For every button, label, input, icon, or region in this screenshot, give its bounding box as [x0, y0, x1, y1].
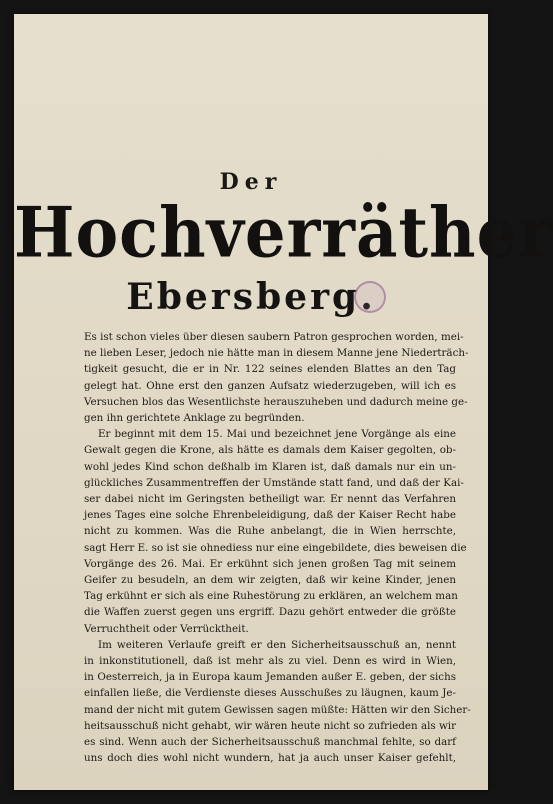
title-article: Der: [219, 169, 283, 195]
title-name: Ebersberg.: [126, 276, 376, 318]
paragraph-2: [84, 426, 467, 637]
text-line: heitsausschuß nicht gehabt, wir wären heute nicht so zufrieden als wir: [84, 719, 456, 732]
paragraph-3: [84, 637, 471, 767]
text-line: Vorgänge des 26. Mai. Er erkühnt sich jenen großen Tag mit seinem: [84, 557, 456, 570]
text-line: glückliches Zusammentreffen der Umstände statt fand, und daß der Kai-: [84, 476, 464, 489]
text-line: mand der nicht mit gutem Gewissen sagen müßte: Hätten wir den Sicher-: [84, 703, 471, 716]
text-line: gen ihn gerichtete Anklage zu begründen.: [84, 412, 305, 425]
paragraph-1: [84, 329, 469, 426]
text-line: jenes Tages eine solche Ehrenbeleidigung, daß der Kaiser Recht habe: [84, 509, 456, 522]
text-line: sagt Herr E. so ist sie ohnediess nur eine eingebildete, dies beweisen die: [84, 541, 467, 554]
text-line: die Waffen zuerst gegen uns ergriff. Dazu gehört entweder die größte: [84, 606, 456, 619]
text-line: Geifer zu besudeln, an dem wir zeigten, daß wir keine Kinder, jenen: [84, 574, 456, 587]
text-line: Im weiteren Verlaufe greift er den Sicherheitsausschuß an, nennt: [98, 638, 456, 651]
text-line: es sind. Wenn auch der Sicherheitsausschuß manchmal fehlte, so darf: [84, 736, 456, 749]
text-line: nicht zu kommen. Was die Ruhe anbelangt, die in Wien herrschte,: [84, 525, 456, 538]
library-stamp: [354, 281, 386, 313]
text-line: ser dabei nicht im Geringsten betheiligt war. Er nennt das Verfahren: [84, 493, 456, 506]
text-line: uns doch dies wohl nicht wundern, hat ja auch unser Kaiser gefehlt,: [84, 752, 456, 765]
text-line: Gewalt gegen die Krone, als hätte es damals dem Kaiser gegolten, ob-: [84, 444, 456, 457]
text-line: in inkonstitutionell, daß ist mehr als zu viel. Denn es wird in Wien,: [84, 655, 456, 668]
title-main: Hochverräther: [14, 193, 553, 274]
text-line: einfallen ließe, die Verdienste dieses Ausschußes zu läugnen, kaum Je-: [84, 687, 456, 700]
text-line: Er beginnt mit dem 15. Mai und bezeichnet jene Vorgänge als eine: [98, 428, 456, 441]
article-body: [84, 329, 471, 766]
text-line: Verruchtheit oder Verrücktheit.: [84, 622, 249, 635]
text-line: Versuchen blos das Wesentlichste herauszuheben und dadurch meine ge-: [84, 395, 468, 408]
text-line: tigkeit gesucht, die er in Nr. 122 seines elenden Blattes an den Tag: [84, 363, 456, 376]
text-line: Es ist schon vieles über diesen saubern Patron gesprochen worden, mei-: [84, 331, 464, 343]
text-line: gelegt hat. Ohne erst den ganzen Aufsatz wiederzugeben, will ich es: [84, 379, 456, 392]
text-line: wohl jedes Kind schon deßhalb im Klaren ist, daß damals nur ein un-: [84, 460, 456, 473]
text-line: ne lieben Leser, jedoch nie hätte man in diesem Manne jene Niederträch-: [84, 347, 469, 360]
document-page: [14, 14, 553, 790]
bleed-through-text: [84, 96, 444, 111]
text-line: Tag erkühnt er sich als eine Ruhestörung zu erklären, an welchem man: [84, 590, 458, 603]
text-line: in Oesterreich, ja in Europa kaum Jemanden außer E. geben, der sichs: [84, 671, 456, 684]
